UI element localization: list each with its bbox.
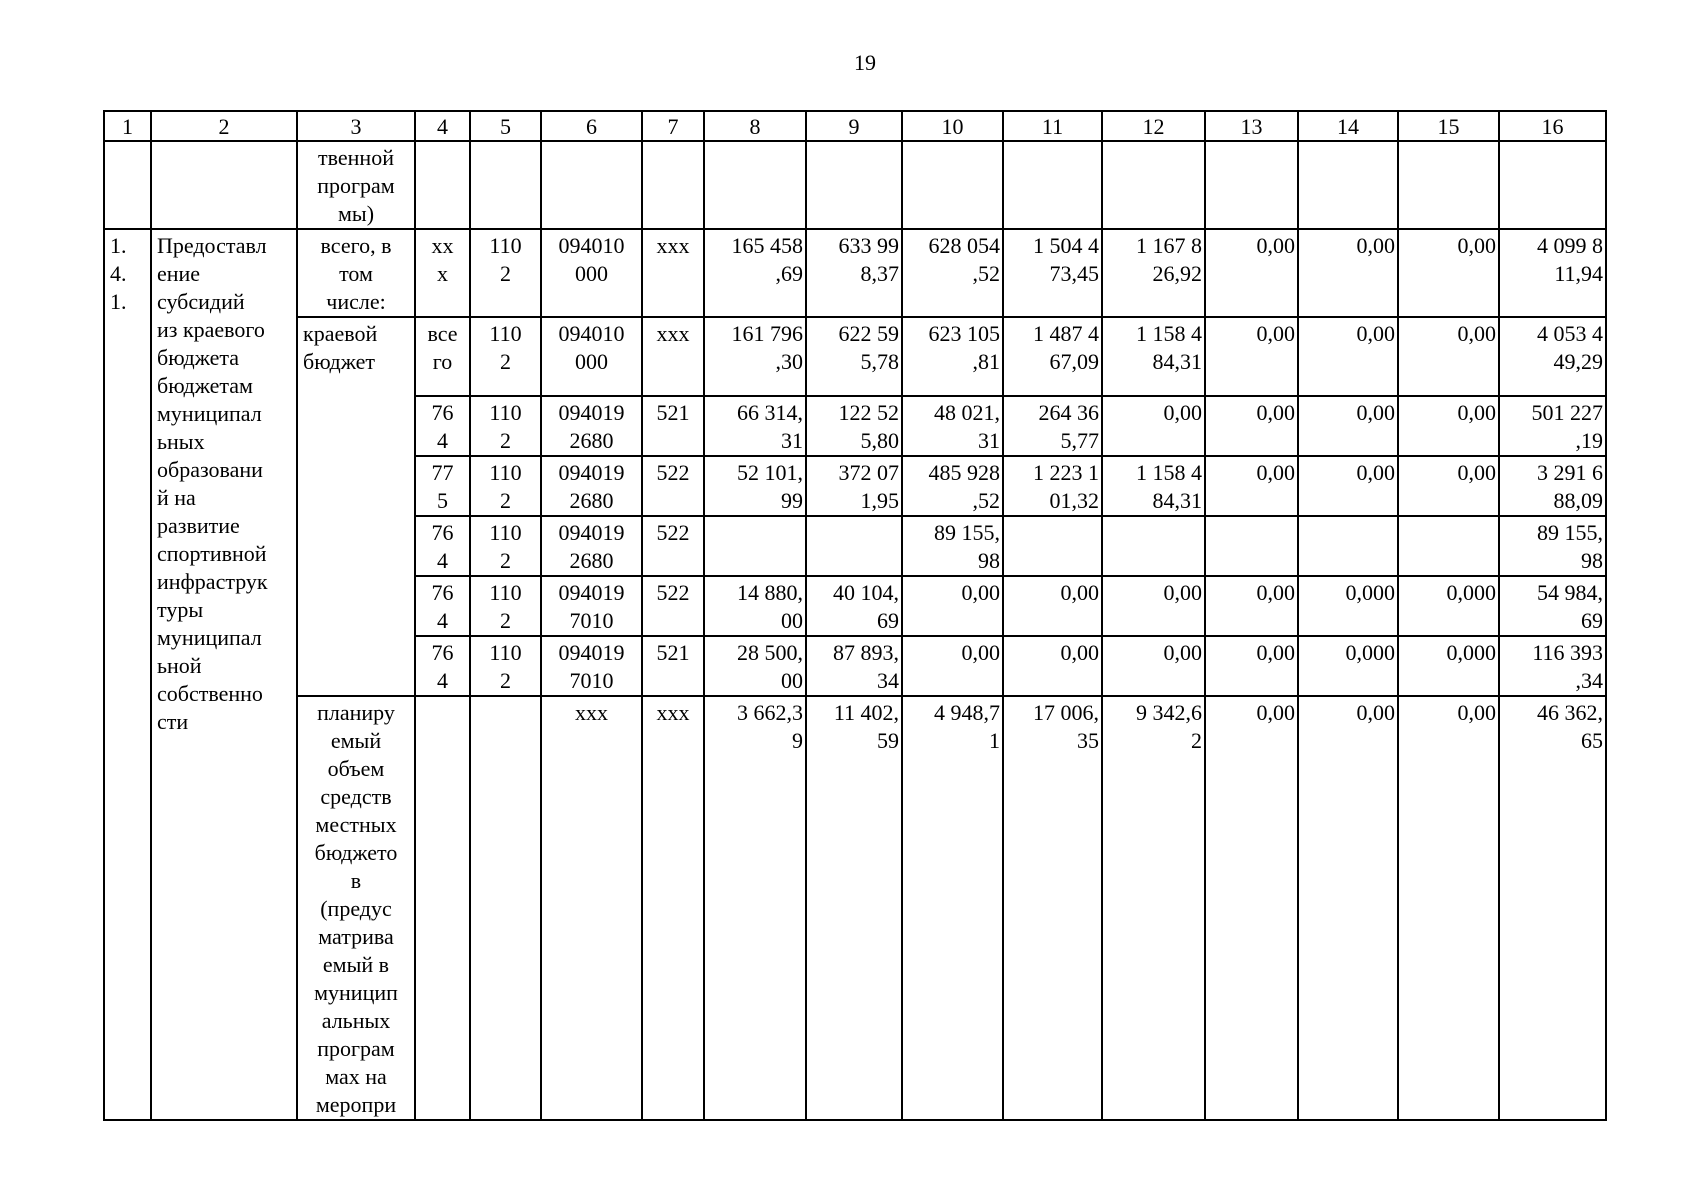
column-header-12: 12 bbox=[1102, 111, 1205, 141]
table-cell-col-15 bbox=[1398, 141, 1499, 229]
amount-cell-col-14: 0,00 bbox=[1298, 456, 1398, 516]
amount-cell-col-14: 0,00 bbox=[1298, 317, 1398, 396]
category-cell: всего, в том числе: bbox=[297, 229, 415, 317]
amount-cell-col-8: 14 880, 00 bbox=[704, 576, 806, 636]
header-row bbox=[104, 111, 1606, 141]
table-row bbox=[104, 696, 1606, 1120]
grbs-cell: хх х bbox=[415, 229, 470, 317]
amount-cell-col-14: 0,000 bbox=[1298, 576, 1398, 636]
table-cell-col-6 bbox=[541, 141, 642, 229]
column-header-4: 4 bbox=[415, 111, 470, 141]
page-number: 19 bbox=[854, 50, 876, 75]
amount-cell-col-12: 1 158 4 84,31 bbox=[1102, 317, 1205, 396]
amount-cell-col-13: 0,00 bbox=[1205, 317, 1298, 396]
amount-cell-col-8: 161 796 ,30 bbox=[704, 317, 806, 396]
table-cell-col-12 bbox=[1102, 141, 1205, 229]
column-header-6: 6 bbox=[541, 111, 642, 141]
column-header-13: 13 bbox=[1205, 111, 1298, 141]
amount-cell-col-9: 11 402, 59 bbox=[806, 696, 902, 1120]
amount-cell-col-14: 0,00 bbox=[1298, 396, 1398, 456]
rzpr-cell: 110 2 bbox=[470, 396, 541, 456]
amount-cell-col-16: 501 227 ,19 bbox=[1499, 396, 1606, 456]
column-header-11: 11 bbox=[1003, 111, 1102, 141]
column-header-15: 15 bbox=[1398, 111, 1499, 141]
amount-cell-col-13: 0,00 bbox=[1205, 576, 1298, 636]
vr-cell: ххх bbox=[642, 696, 704, 1120]
item-number-cell: 1. 4. 1. bbox=[104, 229, 151, 1120]
csr-cell: 094010 000 bbox=[541, 317, 642, 396]
amount-cell-col-12: 0,00 bbox=[1102, 396, 1205, 456]
amount-cell-col-12: 1 158 4 84,31 bbox=[1102, 456, 1205, 516]
amount-cell-col-10: 0,00 bbox=[902, 636, 1003, 696]
amount-cell-col-13: 0,00 bbox=[1205, 696, 1298, 1120]
csr-cell: 094019 7010 bbox=[541, 636, 642, 696]
amount-cell-col-15: 0,00 bbox=[1398, 396, 1499, 456]
amount-cell-col-12: 0,00 bbox=[1102, 636, 1205, 696]
amount-cell-col-10: 485 928 ,52 bbox=[902, 456, 1003, 516]
column-header-5: 5 bbox=[470, 111, 541, 141]
amount-cell-col-14: 0,000 bbox=[1298, 636, 1398, 696]
amount-cell-col-15: 0,00 bbox=[1398, 317, 1499, 396]
column-header-1: 1 bbox=[104, 111, 151, 141]
budget-table bbox=[103, 110, 1607, 1121]
amount-cell-col-13: 0,00 bbox=[1205, 456, 1298, 516]
table-cell-col-14 bbox=[1298, 141, 1398, 229]
amount-cell-col-16: 46 362, 65 bbox=[1499, 696, 1606, 1120]
column-header-3: 3 bbox=[297, 111, 415, 141]
amount-cell-col-9: 372 07 1,95 bbox=[806, 456, 902, 516]
category-cell: планиру емый объем средств местных бюджето в (предус матрива емый в муницип альных програм мах на меропри bbox=[297, 696, 415, 1120]
amount-cell-col-8: 28 500, 00 bbox=[704, 636, 806, 696]
amount-cell-col-13: 0,00 bbox=[1205, 396, 1298, 456]
table-row bbox=[104, 229, 1606, 317]
amount-cell-col-8: 52 101, 99 bbox=[704, 456, 806, 516]
table-cell-col-10 bbox=[902, 141, 1003, 229]
table-body bbox=[104, 111, 1606, 1120]
category-cell: краевой бюджет bbox=[297, 317, 415, 696]
csr-cell: 094010 000 bbox=[541, 229, 642, 317]
table-cell-col-7 bbox=[642, 141, 704, 229]
csr-cell: 094019 7010 bbox=[541, 576, 642, 636]
rzpr-cell: 110 2 bbox=[470, 317, 541, 396]
rzpr-cell: 110 2 bbox=[470, 456, 541, 516]
amount-cell-col-11 bbox=[1003, 516, 1102, 576]
column-header-9: 9 bbox=[806, 111, 902, 141]
amount-cell-col-8: 66 314, 31 bbox=[704, 396, 806, 456]
amount-cell-col-15: 0,000 bbox=[1398, 636, 1499, 696]
csr-cell: 094019 2680 bbox=[541, 396, 642, 456]
amount-cell-col-10: 623 105 ,81 bbox=[902, 317, 1003, 396]
grbs-cell: 76 4 bbox=[415, 396, 470, 456]
amount-cell-col-11: 0,00 bbox=[1003, 576, 1102, 636]
amount-cell-col-16: 4 053 4 49,29 bbox=[1499, 317, 1606, 396]
amount-cell-col-8: 165 458 ,69 bbox=[704, 229, 806, 317]
grbs-cell: 76 4 bbox=[415, 516, 470, 576]
column-header-16: 16 bbox=[1499, 111, 1606, 141]
amount-cell-col-11: 1 504 4 73,45 bbox=[1003, 229, 1102, 317]
column-header-2: 2 bbox=[151, 111, 297, 141]
amount-cell-col-11: 1 223 1 01,32 bbox=[1003, 456, 1102, 516]
table-cell-col-3: твенной програм мы) bbox=[297, 141, 415, 229]
csr-cell: 094019 2680 bbox=[541, 516, 642, 576]
vr-cell: 522 bbox=[642, 576, 704, 636]
table-cell-col-1 bbox=[104, 141, 151, 229]
table-cell-col-11 bbox=[1003, 141, 1102, 229]
column-header-7: 7 bbox=[642, 111, 704, 141]
amount-cell-col-15: 0,00 bbox=[1398, 696, 1499, 1120]
amount-cell-col-9: 633 99 8,37 bbox=[806, 229, 902, 317]
table-cell-col-5 bbox=[470, 141, 541, 229]
amount-cell-col-12 bbox=[1102, 516, 1205, 576]
table-cell-col-9 bbox=[806, 141, 902, 229]
amount-cell-col-12: 1 167 8 26,92 bbox=[1102, 229, 1205, 317]
amount-cell-col-8 bbox=[704, 516, 806, 576]
amount-cell-col-13: 0,00 bbox=[1205, 636, 1298, 696]
amount-cell-col-14 bbox=[1298, 516, 1398, 576]
amount-cell-col-10: 89 155, 98 bbox=[902, 516, 1003, 576]
rzpr-cell: 110 2 bbox=[470, 229, 541, 317]
amount-cell-col-12: 0,00 bbox=[1102, 576, 1205, 636]
column-header-10: 10 bbox=[902, 111, 1003, 141]
rzpr-cell: 110 2 bbox=[470, 516, 541, 576]
amount-cell-col-11: 0,00 bbox=[1003, 636, 1102, 696]
table-cell-col-16 bbox=[1499, 141, 1606, 229]
item-name-cell: Предоставл ение субсидий из краевого бюджета бюджетам муниципал ьных образовани й на развитие спортивной инфраструк туры муниципал ьной собственно сти bbox=[151, 229, 297, 1120]
amount-cell-col-15: 0,00 bbox=[1398, 456, 1499, 516]
amount-cell-col-11: 17 006, 35 bbox=[1003, 696, 1102, 1120]
vr-cell: 521 bbox=[642, 636, 704, 696]
vr-cell: 522 bbox=[642, 456, 704, 516]
grbs-cell: 76 4 bbox=[415, 636, 470, 696]
amount-cell-col-16: 3 291 6 88,09 bbox=[1499, 456, 1606, 516]
amount-cell-col-13: 0,00 bbox=[1205, 229, 1298, 317]
table-cell-col-2 bbox=[151, 141, 297, 229]
grbs-cell: 77 5 bbox=[415, 456, 470, 516]
grbs-cell: 76 4 bbox=[415, 576, 470, 636]
table-row bbox=[104, 317, 1606, 396]
amount-cell-col-11: 1 487 4 67,09 bbox=[1003, 317, 1102, 396]
amount-cell-col-9: 87 893, 34 bbox=[806, 636, 902, 696]
amount-cell-col-10: 628 054 ,52 bbox=[902, 229, 1003, 317]
grbs-cell: все го bbox=[415, 317, 470, 396]
amount-cell-col-10: 0,00 bbox=[902, 576, 1003, 636]
amount-cell-col-16: 89 155, 98 bbox=[1499, 516, 1606, 576]
rzpr-cell: 110 2 bbox=[470, 576, 541, 636]
amount-cell-col-9 bbox=[806, 516, 902, 576]
amount-cell-col-16: 54 984, 69 bbox=[1499, 576, 1606, 636]
column-header-14: 14 bbox=[1298, 111, 1398, 141]
amount-cell-col-9: 622 59 5,78 bbox=[806, 317, 902, 396]
rzpr-cell: 110 2 bbox=[470, 636, 541, 696]
amount-cell-col-14: 0,00 bbox=[1298, 696, 1398, 1120]
amount-cell-col-15 bbox=[1398, 516, 1499, 576]
amount-cell-col-9: 40 104, 69 bbox=[806, 576, 902, 636]
table-cell-col-13 bbox=[1205, 141, 1298, 229]
table-cell-col-4 bbox=[415, 141, 470, 229]
table-cell-col-8 bbox=[704, 141, 806, 229]
amount-cell-col-15: 0,000 bbox=[1398, 576, 1499, 636]
rzpr-cell bbox=[470, 696, 541, 1120]
amount-cell-col-10: 4 948,7 1 bbox=[902, 696, 1003, 1120]
amount-cell-col-15: 0,00 bbox=[1398, 229, 1499, 317]
amount-cell-col-10: 48 021, 31 bbox=[902, 396, 1003, 456]
amount-cell-col-12: 9 342,6 2 bbox=[1102, 696, 1205, 1120]
amount-cell-col-16: 116 393 ,34 bbox=[1499, 636, 1606, 696]
column-header-8: 8 bbox=[704, 111, 806, 141]
vr-cell: ххх bbox=[642, 229, 704, 317]
amount-cell-col-8: 3 662,3 9 bbox=[704, 696, 806, 1120]
vr-cell: 522 bbox=[642, 516, 704, 576]
amount-cell-col-9: 122 52 5,80 bbox=[806, 396, 902, 456]
vr-cell: 521 bbox=[642, 396, 704, 456]
vr-cell: ххх bbox=[642, 317, 704, 396]
amount-cell-col-14: 0,00 bbox=[1298, 229, 1398, 317]
grbs-cell bbox=[415, 696, 470, 1120]
table-row bbox=[104, 141, 1606, 229]
amount-cell-col-16: 4 099 8 11,94 bbox=[1499, 229, 1606, 317]
csr-cell: 094019 2680 bbox=[541, 456, 642, 516]
amount-cell-col-13 bbox=[1205, 516, 1298, 576]
csr-cell: ххх bbox=[541, 696, 642, 1120]
amount-cell-col-11: 264 36 5,77 bbox=[1003, 396, 1102, 456]
